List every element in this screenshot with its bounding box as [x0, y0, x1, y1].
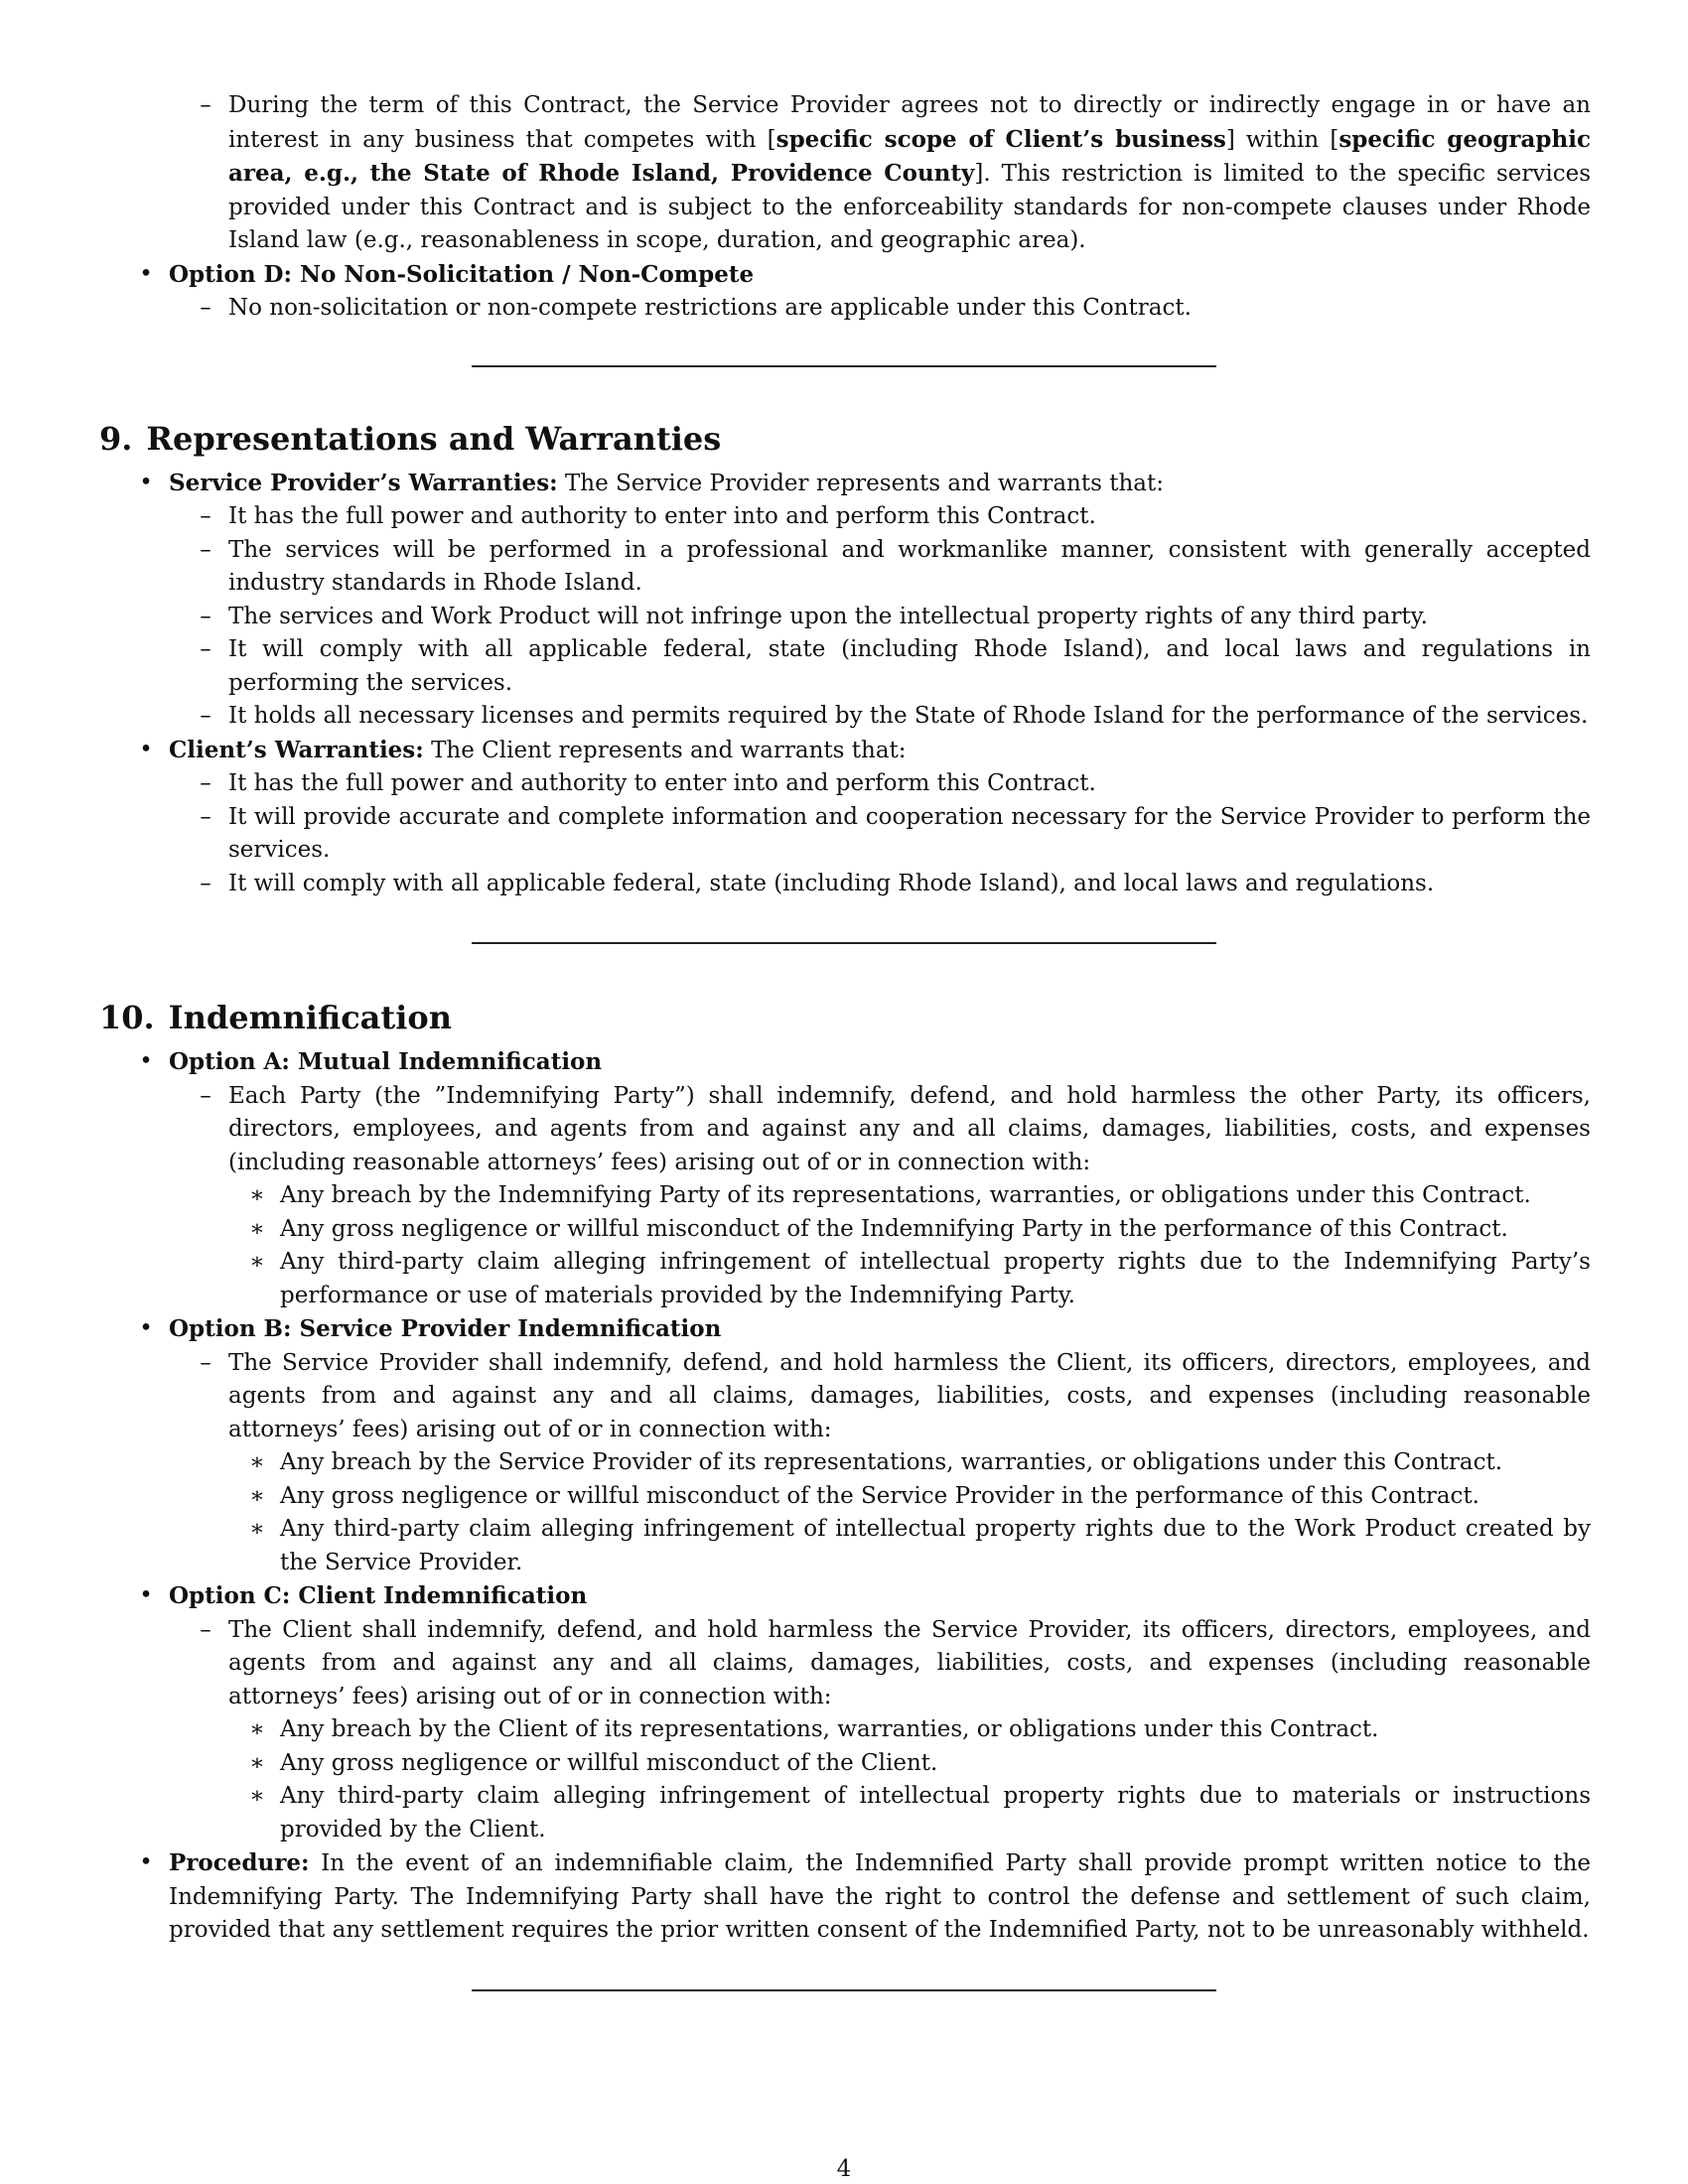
dash-marker: – [200, 1616, 211, 1643]
clause-text: ] within [ [1225, 126, 1339, 153]
section-divider [472, 942, 1216, 944]
star-marker: ∗ [249, 1716, 265, 1742]
page-number: 4 [836, 2156, 852, 2182]
section-title: Indemnification [168, 999, 452, 1036]
dash-marker: – [200, 295, 211, 321]
dash-marker: – [200, 1349, 211, 1376]
page-content [99, 89, 1591, 1991]
item-text: Any third-party claim alleging infringement of intellectual property rights due to materials or instructions provided by the Client. [280, 1783, 1591, 1843]
section-title: Representations and Warranties [146, 419, 722, 458]
item-text: Any gross negligence or willful misconduct of the Indemnifying Party in the performance of this Contract. [280, 1215, 1508, 1242]
list-item [99, 1480, 1591, 1514]
dash-marker: – [200, 92, 211, 118]
bullet-marker: • [139, 1048, 153, 1074]
list-item [99, 601, 1591, 634]
list-item [99, 1747, 1591, 1781]
noncompete-clause [99, 89, 1591, 258]
item-text: Any breach by the Indemnifying Party of its representations, warranties, or obligations under this Contract. [280, 1182, 1531, 1208]
item-text: It will comply with all applicable federal, state (including Rhode Island), and local laws and regulations. [228, 870, 1435, 896]
list-item [99, 868, 1591, 901]
option-c-title: Option C: Client Indemnification [169, 1582, 588, 1609]
star-marker: ∗ [249, 1449, 265, 1475]
star-marker: ∗ [249, 1783, 265, 1809]
option-d-body: No non-solicitation or non-compete restrictions are applicable under this Contract. [228, 295, 1192, 321]
item-text: Any gross negligence or willful misconduct of the Service Provider in the performance of this Contract. [280, 1482, 1479, 1509]
dash-marker: – [200, 803, 211, 830]
bullet-marker: • [139, 1849, 153, 1875]
dash-marker: – [200, 503, 211, 529]
star-marker: ∗ [249, 1215, 265, 1242]
option-a-text [99, 1080, 1591, 1180]
sp-warranties-label: Service Provider’s Warranties: [169, 469, 558, 496]
section-9-heading [99, 417, 1591, 461]
client-warranties-item [99, 734, 1591, 768]
list-item [99, 700, 1591, 734]
bullet-marker: • [139, 469, 153, 495]
option-b-text [99, 1347, 1591, 1447]
star-marker: ∗ [249, 1749, 265, 1776]
option-a-title: Option A: Mutual Indemnification [169, 1048, 603, 1075]
item-text: The Service Provider shall indemnify, defend, and hold harmless the Client, its officers, directors, employees, and agents from and against any and all claims, damages, liabilities, costs, and expenses (including reasonable attorneys’ fees) arising out of or in connection with: [228, 1349, 1591, 1442]
list-item [99, 1179, 1591, 1213]
dash-marker: – [200, 636, 211, 662]
dash-marker: – [200, 770, 211, 796]
item-text: It will provide accurate and complete information and cooperation necessary for the Service Provider to perform the services. [228, 803, 1591, 863]
dash-marker: – [200, 870, 211, 896]
dash-marker: – [200, 536, 211, 563]
item-text: Any third-party claim alleging infringement of intellectual property rights due to the Indemnifying Party’s performance or use of materials provided by the Indemnifying Party. [280, 1249, 1591, 1308]
item-text: The Client shall indemnify, defend, and hold harmless the Service Provider, its officers, directors, employees, and agents from and against any and all claims, damages, liabilities, costs, and expenses (including reasonable attorneys’ fees) arising out of or in connection with: [228, 1616, 1591, 1709]
list-item [99, 1213, 1591, 1247]
item-text: The services and Work Product will not infringe upon the intellectual property rights of any third party. [228, 603, 1428, 629]
client-warranties-text: The Client represents and warrants that: [423, 737, 907, 763]
clause-text: ]. This restriction is limited to the specific services provided under this Contract and is subject to the enforceability standards for non-compete clauses under Rhode Island law (e.g., reasonableness in scope, duration, and geographic area). [228, 161, 1591, 253]
bullet-marker: • [139, 1315, 153, 1341]
item-text: The services will be performed in a professional and workmanlike manner, consistent with generally accepted industry standards in Rhode Island. [228, 536, 1591, 596]
option-c-text [99, 1614, 1591, 1714]
option-b-item [99, 1312, 1591, 1347]
star-marker: ∗ [249, 1482, 265, 1509]
list-item [99, 1513, 1591, 1579]
section-divider [472, 365, 1216, 367]
section-10-heading [99, 996, 1591, 1039]
item-text: Each Party (the ”Indemnifying Party”) shall indemnify, defend, and hold harmless the other Party, its officers, directors, employees, and agents from and against any and all claims, damages, liabilities, costs, and expenses (including reasonable attorneys’ fees) arising out of or in connection with: [228, 1082, 1591, 1175]
item-text: Any breach by the Service Provider of its representations, warranties, or obligations under this Contract. [280, 1449, 1503, 1475]
clause-bold-scope: specific scope of Client’s business [775, 125, 1226, 153]
section-divider [472, 1989, 1216, 1991]
item-text: It has the full power and authority to enter into and perform this Contract. [228, 503, 1096, 529]
list-item [99, 1780, 1591, 1846]
dash-marker: – [200, 603, 211, 629]
bullet-marker: • [139, 260, 153, 287]
section-number: 9. [99, 419, 133, 458]
dash-marker: – [200, 1082, 211, 1109]
list-item [99, 767, 1591, 801]
list-item [99, 500, 1591, 534]
star-marker: ∗ [249, 1182, 265, 1208]
list-item [99, 1246, 1591, 1312]
item-text: It has the full power and authority to enter into and perform this Contract. [228, 770, 1096, 796]
option-d-title: Option D: No Non-Solicitation / Non-Compete [169, 260, 755, 288]
list-item [99, 534, 1591, 601]
item-text: It will comply with all applicable federal, state (including Rhode Island), and local laws and regulations in performing the services. [228, 636, 1591, 696]
section-number: 10. [99, 999, 155, 1036]
star-marker: ∗ [249, 1516, 265, 1542]
bullet-marker: • [139, 1582, 153, 1608]
sp-warranties-item [99, 467, 1591, 501]
clause-text: During the term of this Contract, the Service Provider agrees not to directly or indirectly engage in or have an interest in any business that competes with [ [228, 92, 1591, 153]
option-d-item [99, 258, 1591, 293]
item-text: It holds all necessary licenses and permits required by the State of Rhode Island for the performance of the services. [228, 703, 1589, 729]
list-item [99, 1446, 1591, 1480]
procedure-item [99, 1846, 1591, 1948]
star-marker: ∗ [249, 1249, 265, 1275]
option-c-item [99, 1579, 1591, 1614]
option-a-item [99, 1045, 1591, 1080]
item-text: Any gross negligence or willful misconduct of the Client. [280, 1749, 938, 1776]
bullet-marker: • [139, 736, 153, 762]
clause-bold-area: specific geographic area, e.g., the State of Rhode Island, Providence County [228, 125, 1591, 187]
client-warranties-label: Client’s Warranties: [169, 736, 424, 763]
item-text: Any third-party claim alleging infringement of intellectual property rights due to the Work Product created by the Service Provider. [280, 1516, 1591, 1575]
procedure-label: Procedure: [169, 1849, 310, 1876]
list-item [99, 633, 1591, 700]
option-d-text [99, 292, 1591, 326]
list-item [99, 1713, 1591, 1747]
procedure-text: In the event of an indemnifiable claim, the Indemnified Party shall provide prompt written notice to the Indemnifying Party. The Indemnifying Party shall have the right to control the defense and settlement of such claim, provided that any settlement requires the prior written consent of the Indemnified Party, not to be unreasonably withheld. [169, 1850, 1591, 1943]
item-text: Any breach by the Client of its representations, warranties, or obligations under this Contract. [280, 1716, 1379, 1742]
sp-warranties-text: The Service Provider represents and warrants that: [557, 470, 1164, 496]
list-item [99, 801, 1591, 868]
dash-marker: – [200, 703, 211, 729]
option-b-title: Option B: Service Provider Indemnification [169, 1315, 722, 1342]
